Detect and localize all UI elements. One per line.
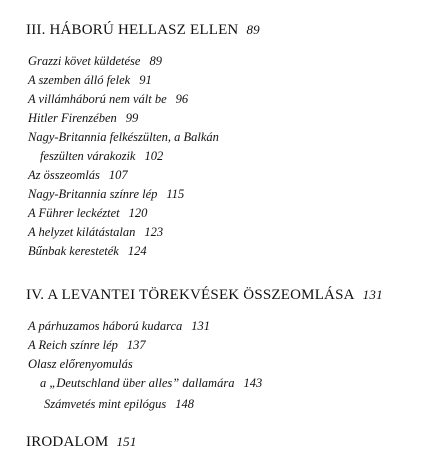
entry-title: A Führer leckéztet (28, 206, 120, 220)
entry-page-number: 120 (128, 206, 148, 220)
section-heading (26, 22, 260, 39)
entry-title: Nagy-Britannia felkészülten, a Balkán (28, 130, 219, 144)
entry-page-number: 99 (125, 111, 139, 125)
entry-page-number: 131 (191, 319, 211, 333)
entry-title: Grazzi követ küldetése (28, 54, 141, 68)
section-title: III. HÁBORÚ HELLASZ ELLEN (26, 22, 239, 38)
toc-entry (28, 74, 152, 87)
section-heading (26, 434, 137, 451)
toc-entry-continuation (40, 150, 163, 163)
entry-page-number: 96 (175, 92, 189, 106)
toc-entry (28, 169, 128, 182)
entry-title: Bűnbak keresteték (28, 244, 119, 258)
entry-title: A villámháború nem vált be (28, 92, 167, 106)
toc-entry (28, 339, 146, 352)
entry-title: A szemben álló felek (28, 73, 131, 87)
section-page-number: 131 (362, 287, 383, 302)
entry-title: Az összeomlás (28, 168, 100, 182)
entry-title: Nagy-Britannia színre lép (28, 187, 158, 201)
toc-entry (28, 188, 184, 201)
entry-page-number: 107 (108, 168, 128, 182)
entry-title: A párhuzamos háború kudarca (28, 319, 183, 333)
toc-entry (28, 93, 188, 106)
entry-page-number: 91 (139, 73, 152, 87)
section-page-number: 89 (246, 22, 260, 37)
entry-title: a „Deutschland über alles” dallamára (40, 376, 235, 390)
entry-page-number: 123 (144, 225, 164, 239)
section-title: IRODALOM (26, 434, 109, 450)
section-title: IV. A LEVANTEI TÖREKVÉSEK ÖSSZEOMLÁSA (26, 287, 355, 303)
entry-page-number: 102 (144, 149, 164, 163)
entry-page-number: 143 (243, 376, 263, 390)
entry-title: feszülten várakozik (40, 149, 136, 163)
toc-entry-continuation (40, 377, 262, 390)
toc-entry (28, 55, 162, 68)
toc-entry (44, 398, 194, 411)
entry-title: A Reich színre lép (28, 338, 118, 352)
section-heading (26, 287, 383, 304)
entry-page-number: 148 (175, 397, 194, 411)
entry-title: Hitler Firenzében (28, 111, 117, 125)
entry-title: A helyzet kilátástalan (28, 225, 136, 239)
entry-page-number: 89 (149, 54, 162, 68)
toc-entry (28, 245, 147, 258)
entry-page-number: 124 (127, 244, 147, 258)
toc-entry (28, 358, 133, 371)
entry-page-number: 137 (126, 338, 146, 352)
entry-page-number: 115 (166, 187, 185, 201)
entry-title: Olasz előrenyomulás (28, 357, 133, 371)
toc-entry (28, 207, 147, 220)
toc-entry (28, 226, 163, 239)
toc-entry (28, 131, 219, 144)
section-page-number: 151 (116, 434, 137, 449)
toc-entry (28, 112, 138, 125)
entry-title: Számvetés mint epilógus (44, 397, 167, 411)
toc-entry (28, 320, 210, 333)
